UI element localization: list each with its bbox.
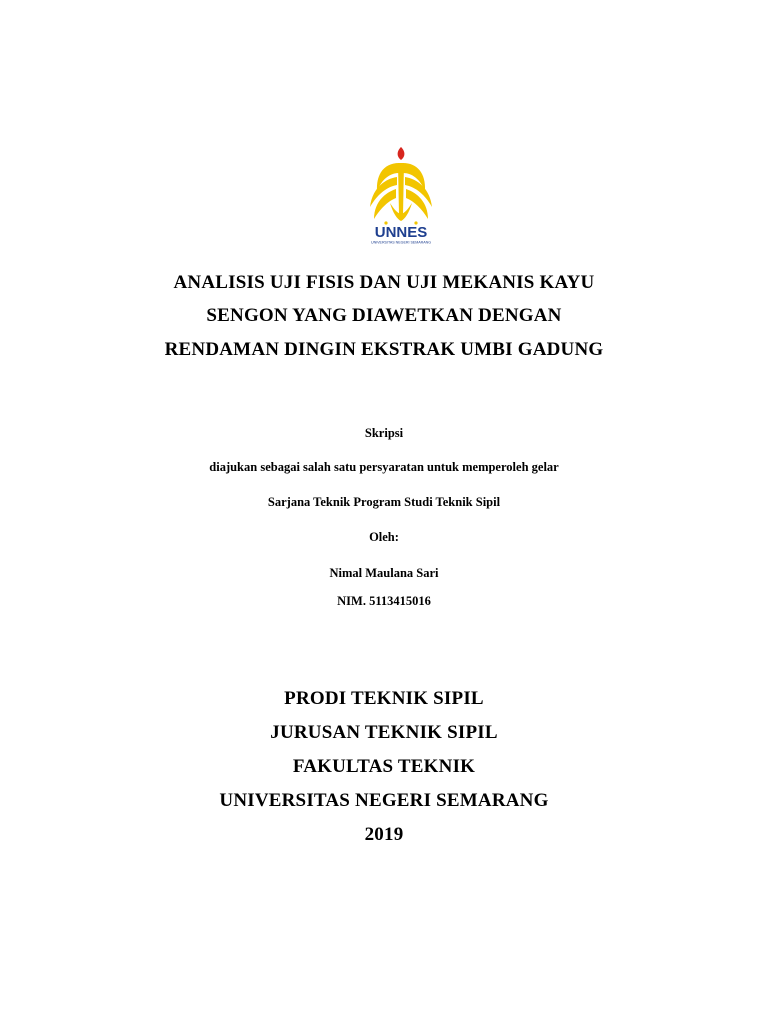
institution-faculty: FAKULTAS TEKNIK [292, 756, 476, 777]
logo-tagline: UNIVERSITAS NEGERI SEMARANG [370, 240, 432, 245]
title-line-2: SENGON YANG DIAWETKAN DENGAN [206, 305, 562, 326]
unnes-logo [360, 143, 442, 245]
institution-program: PRODI TEKNIK SIPIL [284, 688, 484, 709]
institution-department: JURUSAN TEKNIK SIPIL [270, 722, 498, 743]
purpose-line-1: diajukan sebagai salah satu persyaratan untuk memperoleh gelar [209, 460, 559, 474]
purpose-line-2: Sarjana Teknik Program Studi Teknik Sipil [267, 495, 501, 509]
institution-university: UNIVERSITAS NEGERI SEMARANG [219, 790, 549, 811]
unnes-emblem-icon [360, 143, 442, 245]
document-type: Skripsi [364, 426, 404, 440]
title-line-3: RENDAMAN DINGIN EKSTRAK UMBI GADUNG [164, 339, 604, 360]
by-label: Oleh: [369, 530, 399, 544]
submission-year: 2019 [364, 824, 404, 845]
author-name: Nimal Maulana Sari [329, 566, 439, 580]
author-nim: NIM. 5113415016 [337, 594, 431, 608]
title-line-1: ANALISIS UJI FISIS DAN UJI MEKANIS KAYU [173, 272, 595, 293]
logo-wordmark: UNNES [374, 224, 428, 241]
